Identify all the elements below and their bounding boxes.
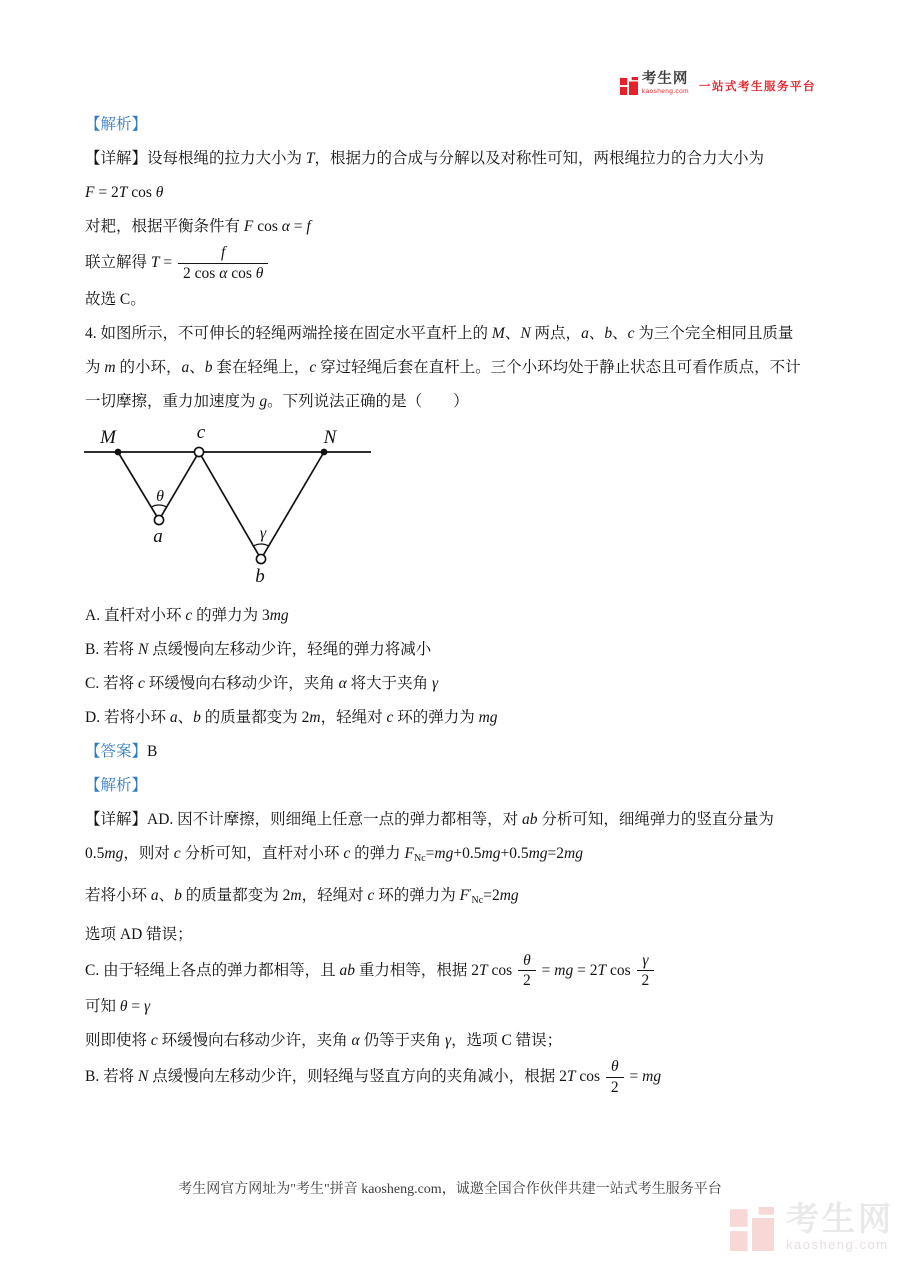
text-run: mg [642,1068,662,1086]
text-run: 、 [158,886,175,904]
text-run: m [104,358,116,376]
para-rake-equilibrium [85,210,830,244]
question-4-options-and-solution [85,599,830,1097]
logo-domain: kaosheng.com [641,87,689,95]
text-run: 【详解】AD. 因不计摩擦，则细绳上任意一点的弹力都相等，对 [85,810,523,828]
text-run: ab [339,961,355,979]
label-gamma: γ [259,524,267,542]
text-run: 的小环， [115,358,182,376]
text-run: F [243,218,254,235]
kaosheng-logo [620,72,816,95]
text-run: g [259,392,268,410]
text-run: ′ [469,886,472,899]
detail-ad-3 [85,876,830,918]
text-run: b [604,324,613,342]
text-run: a [181,358,190,376]
logo-tagline: 一站式考生服务平台 [699,81,816,93]
detail-b [85,1058,830,1097]
text-run: +0.5 [500,844,529,862]
detail-c-1 [85,952,830,991]
text-run: mg [478,708,498,726]
text-run: =2 [547,844,565,862]
solution-question-3 [85,108,830,419]
rope-a-c [159,452,199,520]
text-run: = [127,998,145,1016]
logo-brand-name: 考生网 [641,71,689,87]
rope-c-b [199,452,261,559]
label-theta: θ [156,487,164,505]
text-run: 联立解得 [85,253,151,271]
text-run: 故选 C。 [85,290,146,308]
text-run: θ [523,951,531,969]
watermark-domain: kaosheng.com [786,1237,889,1252]
question-4-line-1 [85,317,830,351]
text-run: 、 [177,708,194,726]
label-M: M [100,426,116,448]
text-run: mg [564,844,583,862]
question-4-figure [81,424,401,594]
text-run: 环的弹力为 [393,708,479,726]
text-run: N [137,1068,149,1086]
detail-ad-1 [85,803,830,837]
text-run: 环缓慢向右移动少许，夹角 [144,674,339,692]
text-run: ，根据力的合成与分解以及对称性可知，两根绳拉力的合力大小为 [314,150,765,167]
text-run: b [204,358,213,376]
option-c [85,667,830,701]
text-run: 仍等于夹角 [359,1032,445,1050]
text-run: F [459,886,470,904]
text-run: 、 [189,358,205,376]
text-run: 为三个完全相同且质量 [634,324,794,342]
text-run: = 2 [94,184,119,201]
text-run: c [627,324,635,342]
text-run: M [491,324,505,342]
formula-resultant [85,176,830,210]
text-run: = [537,961,555,979]
text-run: 重力相等，根据 2 [354,961,479,979]
text-run: m [309,708,321,726]
text-run: ，选项 C 错误； [451,1032,563,1050]
text-run: a [169,708,178,726]
text-run: Nc [471,894,484,906]
text-run: 、 [612,324,628,342]
text-run: ab [522,810,538,828]
text-run: 则即使将 [85,1032,151,1050]
question-4-line-2 [85,351,830,385]
text-run: cos [253,218,282,235]
text-run: = [159,253,177,271]
text-run: N [137,640,149,658]
text-run: a [150,886,159,904]
text-run: Nc [414,852,426,864]
text-run: 2 [641,972,650,990]
text-run: F [85,184,95,201]
text-run: α [351,1032,360,1050]
text-run: γ [432,674,439,692]
text-run: mg [269,606,289,624]
text-run: m [290,886,302,904]
text-run: =2 [483,886,500,904]
text-run: = [425,844,435,862]
question-4-line-3 [85,385,830,419]
text-run: mg [434,844,454,862]
text-run: c [386,708,394,726]
text-run: 2 [523,972,531,990]
text-run: c [343,844,351,862]
text-run: 【解析】 [85,116,148,133]
detail-c-3 [85,1024,830,1058]
text-run: γ [642,951,649,969]
analysis-label-1 [85,108,830,142]
text-run: T [150,253,160,271]
label-c: c [196,423,206,443]
text-run: A. 直杆对小环 [85,606,186,624]
text-run: cos [487,961,517,979]
kaosheng-watermark [730,1202,894,1252]
angle-theta-arc [151,505,166,507]
text-run: c [137,674,145,692]
text-run: 若将小环 [85,886,151,904]
kaosheng-logo-icon [620,77,638,95]
text-run: 【解析】 [85,776,148,794]
text-run: 点缓慢向左移动少许，轻绳的弹力将减小 [148,640,432,658]
text-run: 0.5 [85,844,105,862]
option-d [85,701,830,735]
text-run: mg [481,844,501,862]
document-content [85,108,830,1097]
text-run: b [174,886,182,904]
watermark-brand-name: 考生网 [786,1200,894,1237]
ring-a [154,515,163,524]
text-run: 点缓慢向左移动少许，则轻绳与竖直方向的夹角减小，根据 2 [148,1068,567,1086]
text-run: 对耙，根据平衡条件有 [85,218,244,235]
text-run: D. 若将小环 [85,708,170,726]
watermark-text [786,1202,894,1251]
text-run: θ [119,998,128,1016]
text-run: c [185,606,193,624]
fraction [604,1058,626,1097]
text-run: α [281,218,290,235]
point-N-dot [321,448,328,455]
text-run: +0.5 [453,844,482,862]
text-run: mg [499,886,519,904]
fraction [516,952,538,991]
fraction [176,244,270,283]
text-run: 的质量都变为 2 [181,886,291,904]
text-run: c [150,1032,158,1050]
text-run: 分析可知，直杆对小环 [180,844,344,862]
rope-b-N [261,452,324,559]
text-run: cos [127,184,156,201]
text-run: α [219,264,228,282]
label-a: a [153,525,163,547]
kaosheng-logo-text [642,72,689,95]
text-run: B. 若将 [85,1068,138,1086]
text-run: 4. 如图所示，不可伸长的轻绳两端拴接在固定水平直杆上的 [85,324,492,342]
formula-tension [85,244,830,283]
text-run: B. 若将 [85,640,138,658]
text-run: θ [610,1058,619,1076]
text-run: F [404,844,414,862]
text-run: cos [227,264,256,282]
text-run: 分析可知，细绳弹力的竖直分量为 [537,810,774,828]
text-run: N [520,324,531,342]
text-run: ，轻绳对 [320,708,387,726]
text-run: mg [528,844,548,862]
detail-c-2 [85,990,830,1024]
text-run: 套在轻绳上， [212,358,310,376]
text-run: 两点， [530,324,582,342]
text-run: 的弹力 [350,844,405,862]
label-N: N [323,426,337,448]
text-run: T [118,184,128,201]
text-run: C. 若将 [85,674,138,692]
text-run: = 2 [573,961,598,979]
text-run: γ [144,998,151,1016]
text-run: 环缓慢向右移动少许，夹角 [157,1032,352,1050]
text-run: 将大于夹角 [346,674,433,692]
option-b [85,633,830,667]
text-run: 的弹力为 3 [192,606,270,624]
rope-M-a [118,452,159,520]
text-run: c [367,886,375,904]
fraction [635,952,657,991]
text-run: T [305,150,315,167]
text-run: θ [255,264,264,282]
text-run: mg [104,844,124,862]
text-run: 的质量都变为 2 [200,708,310,726]
text-run: 穿过轻绳后套在直杆上。三个小环均处于静止状态且可看作质点，不计 [316,358,801,376]
text-run: T [597,961,607,979]
text-run: 环的弹力为 [374,886,460,904]
text-run: b [193,708,201,726]
text-run: = [289,218,307,235]
angle-gamma-arc [254,544,269,546]
watermark-logo-icon [730,1206,774,1252]
answer-note-q3 [85,283,830,317]
text-run: 可知 [85,998,120,1016]
answer-line [85,735,830,769]
text-run: 选项 AD 错误； [85,925,193,943]
text-run: ，则对 [123,844,174,862]
text-run: C. 由于轻绳上各点的弹力都相等，且 [85,961,340,979]
text-run: T [566,1068,576,1086]
detail-ad-4 [85,918,830,952]
text-run: cos [606,961,635,979]
detail-intro [85,142,830,176]
text-run: f [221,244,226,261]
detail-ad-2 [85,837,830,876]
text-run: c [309,358,317,376]
text-run: 【详解】设每根绳的拉力大小为 [85,150,306,167]
analysis-label-2 [85,769,830,803]
text-run: cos [575,1068,604,1086]
footer-note: 考生网官方网址为"考生"拼音 kaosheng.com，诚邀全国合作伙伴共建一站式考生服务平台 [178,1182,722,1197]
label-b: b [255,565,265,587]
text-run: 2 [610,1079,619,1097]
text-run: a [581,324,589,342]
text-run: 一切摩擦，重力加速度为 [85,392,260,410]
text-run: = [625,1068,643,1086]
text-run: 。下列说法正确的是（ ） [267,392,469,410]
text-run: T [478,961,488,979]
text-run: 2 cos [183,264,220,282]
text-run: γ [444,1032,452,1050]
text-run: 为 [85,358,105,376]
text-run: B [147,742,158,760]
text-run: c [173,844,181,862]
option-a [85,599,830,633]
text-run: mg [554,961,574,979]
text-run: 、 [588,324,605,342]
text-run: f [306,218,311,235]
text-run: θ [155,184,164,201]
ring-c [194,447,203,456]
ring-b [256,554,265,563]
text-run: α [338,674,347,692]
text-run: ，轻绳对 [301,886,368,904]
text-run: 、 [504,324,521,342]
text-run: 【答案】 [85,742,148,760]
point-M-dot [115,448,122,455]
